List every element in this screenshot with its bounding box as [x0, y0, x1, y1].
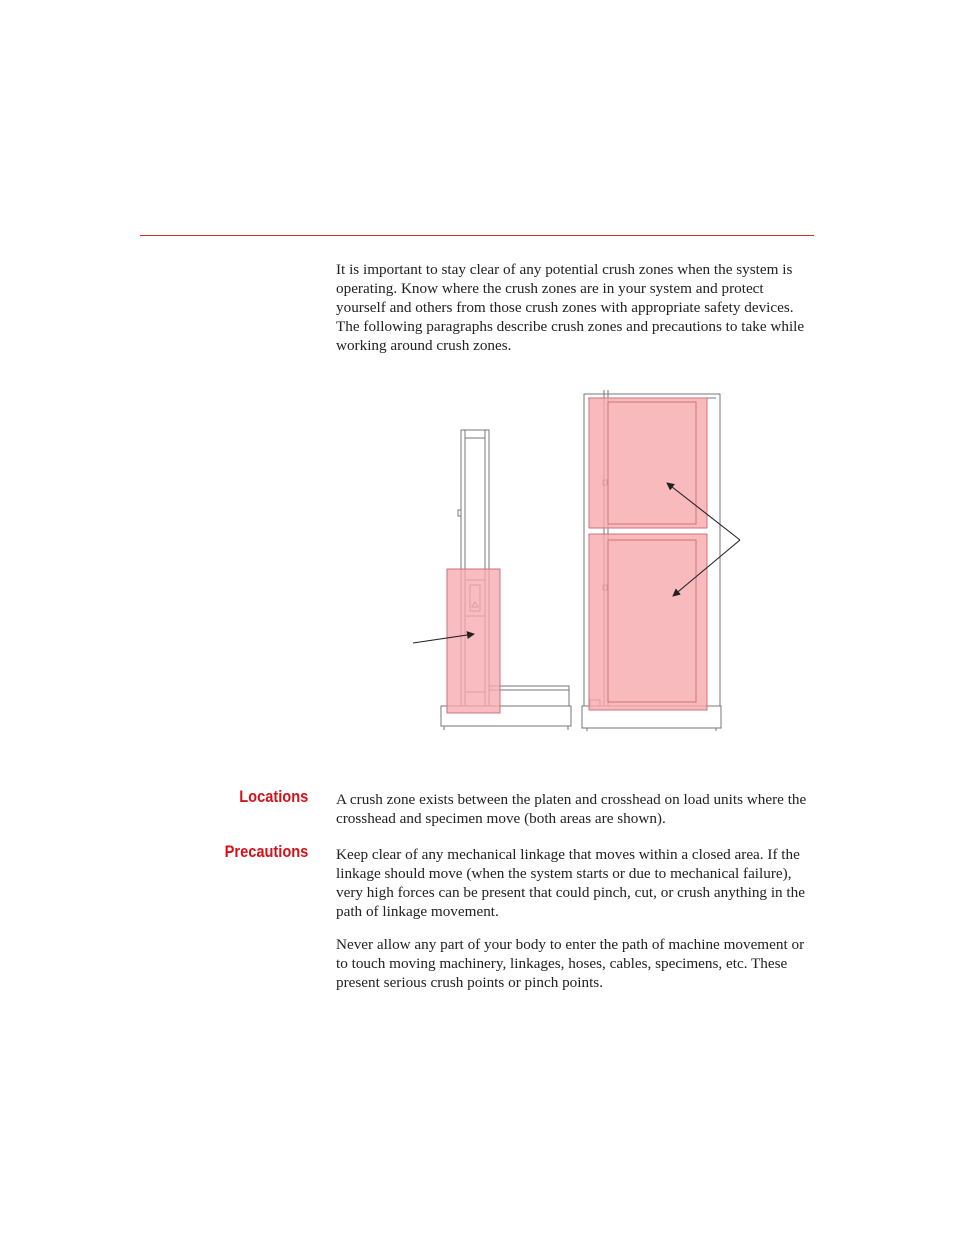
precautions-paragraph-1: Keep clear of any mechanical linkage that moves within a closed area. If the linkage should move (when the system starts or due to mechanical failure), very high forces can be present that could pinch, cut, or crush anything in the path of linkage movement.: [336, 846, 805, 920]
precautions-paragraph-2: Never allow any part of your body to enter the path of machine movement or to touch moving machinery, linkages, hoses, cables, specimens, etc. These present serious crush points or pinch points.: [336, 936, 805, 991]
crush-zone-upper: [589, 398, 707, 528]
locations-paragraph: A crush zone exists between the platen and crosshead on load units where the crosshead and specimen move (both areas are shown).: [336, 791, 807, 827]
precautions-heading: Precautions: [224, 842, 308, 861]
crush-zone-single-column: [447, 569, 500, 713]
locations-heading: Locations: [238, 787, 308, 806]
crush-zone-lower: [589, 534, 707, 710]
intro-paragraph: It is important to stay clear of any potential crush zones when the system is operating. Know where the crush zones are in your system and protect yourself and others from those crush zones with appropriate safety devices. The following paragraphs describe crush zones and precautions to take while working around crush zones.: [336, 261, 805, 354]
